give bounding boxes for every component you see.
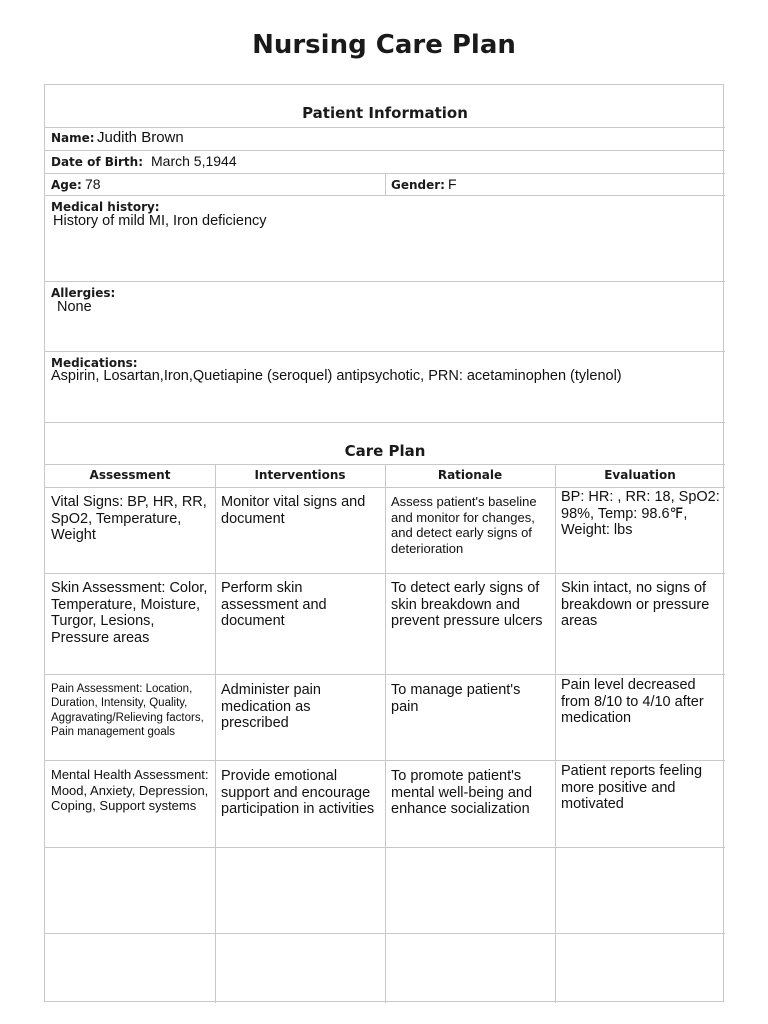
table-cell-evaluation: Skin intact, no signs of breakdown or pressure areas (561, 580, 710, 630)
table-cell-assessment: Pain Assessment: Location, Duration, Intensity, Quality, Aggravating/Relieving factors, Pain management goals (51, 683, 204, 739)
patient-info-heading: Patient Information (302, 104, 468, 122)
medical-history-value: History of mild MI, Iron deficiency (53, 213, 267, 229)
table-cell-interventions: Provide emotional support and encourage participation in activities (221, 768, 375, 818)
table-cell-assessment: Vital Signs: BP, HR, RR, SpO2, Temperature, Weight (51, 494, 207, 544)
age-value: 78 (85, 176, 101, 192)
table-cell-evaluation: Patient reports feeling more positive and motivated (561, 763, 703, 813)
table-cell-assessment: Skin Assessment: Color, Temperature, Moisture, Turgor, Lesions, Pressure areas (51, 580, 208, 647)
medications-value: Aspirin, Losartan,Iron,Quetiapine (seroquel) antipsychotic, PRN: acetaminophen (tylenol) (51, 368, 622, 384)
table-cell-evaluation: Pain level decreased from 8/10 to 4/10 after medication (561, 677, 704, 727)
column-header-assessment: Assessment (89, 468, 171, 482)
table-cell-interventions: Perform skin assessment and document (221, 580, 327, 630)
name-label: Name: (51, 131, 95, 145)
medical-history-label: Medical history: (51, 200, 160, 214)
table-cell-rationale: Assess patient's baseline and monitor for changes, and detect early signs of deterioration (391, 494, 537, 556)
care-plan-form (44, 84, 724, 1002)
table-cell-interventions: Administer pain medication as prescribed (221, 682, 321, 732)
table-cell-rationale: To manage patient's pain (391, 682, 521, 715)
allergies-value: None (57, 299, 92, 315)
name-value: Judith Brown (97, 129, 184, 146)
dob-label: Date of Birth: (51, 155, 144, 169)
gender-value: F (448, 176, 457, 192)
table-cell-interventions: Monitor vital signs and document (221, 494, 366, 527)
gender-label: Gender: (391, 178, 445, 192)
care-plan-heading: Care Plan (344, 442, 426, 460)
column-header-interventions: Interventions (254, 468, 346, 482)
table-cell-rationale: To detect early signs of skin breakdown and prevent pressure ulcers (391, 580, 543, 630)
document-title: Nursing Care Plan (252, 30, 516, 60)
age-label: Age: (51, 178, 82, 192)
column-header-rationale: Rationale (437, 468, 503, 482)
allergies-label: Allergies: (51, 286, 116, 300)
column-header-evaluation: Evaluation (604, 468, 676, 482)
medications-label: Medications: (51, 356, 138, 370)
dob-value: March 5,1944 (151, 153, 237, 169)
table-cell-assessment: Mental Health Assessment: Mood, Anxiety, Depression, Coping, Support systems (51, 767, 209, 814)
table-cell-rationale: To promote patient's mental well-being and enhance socialization (391, 768, 533, 818)
table-cell-evaluation: BP: HR: , RR: 18, SpO2: 98%, Temp: 98.6℉, Weight: lbs (561, 489, 720, 539)
